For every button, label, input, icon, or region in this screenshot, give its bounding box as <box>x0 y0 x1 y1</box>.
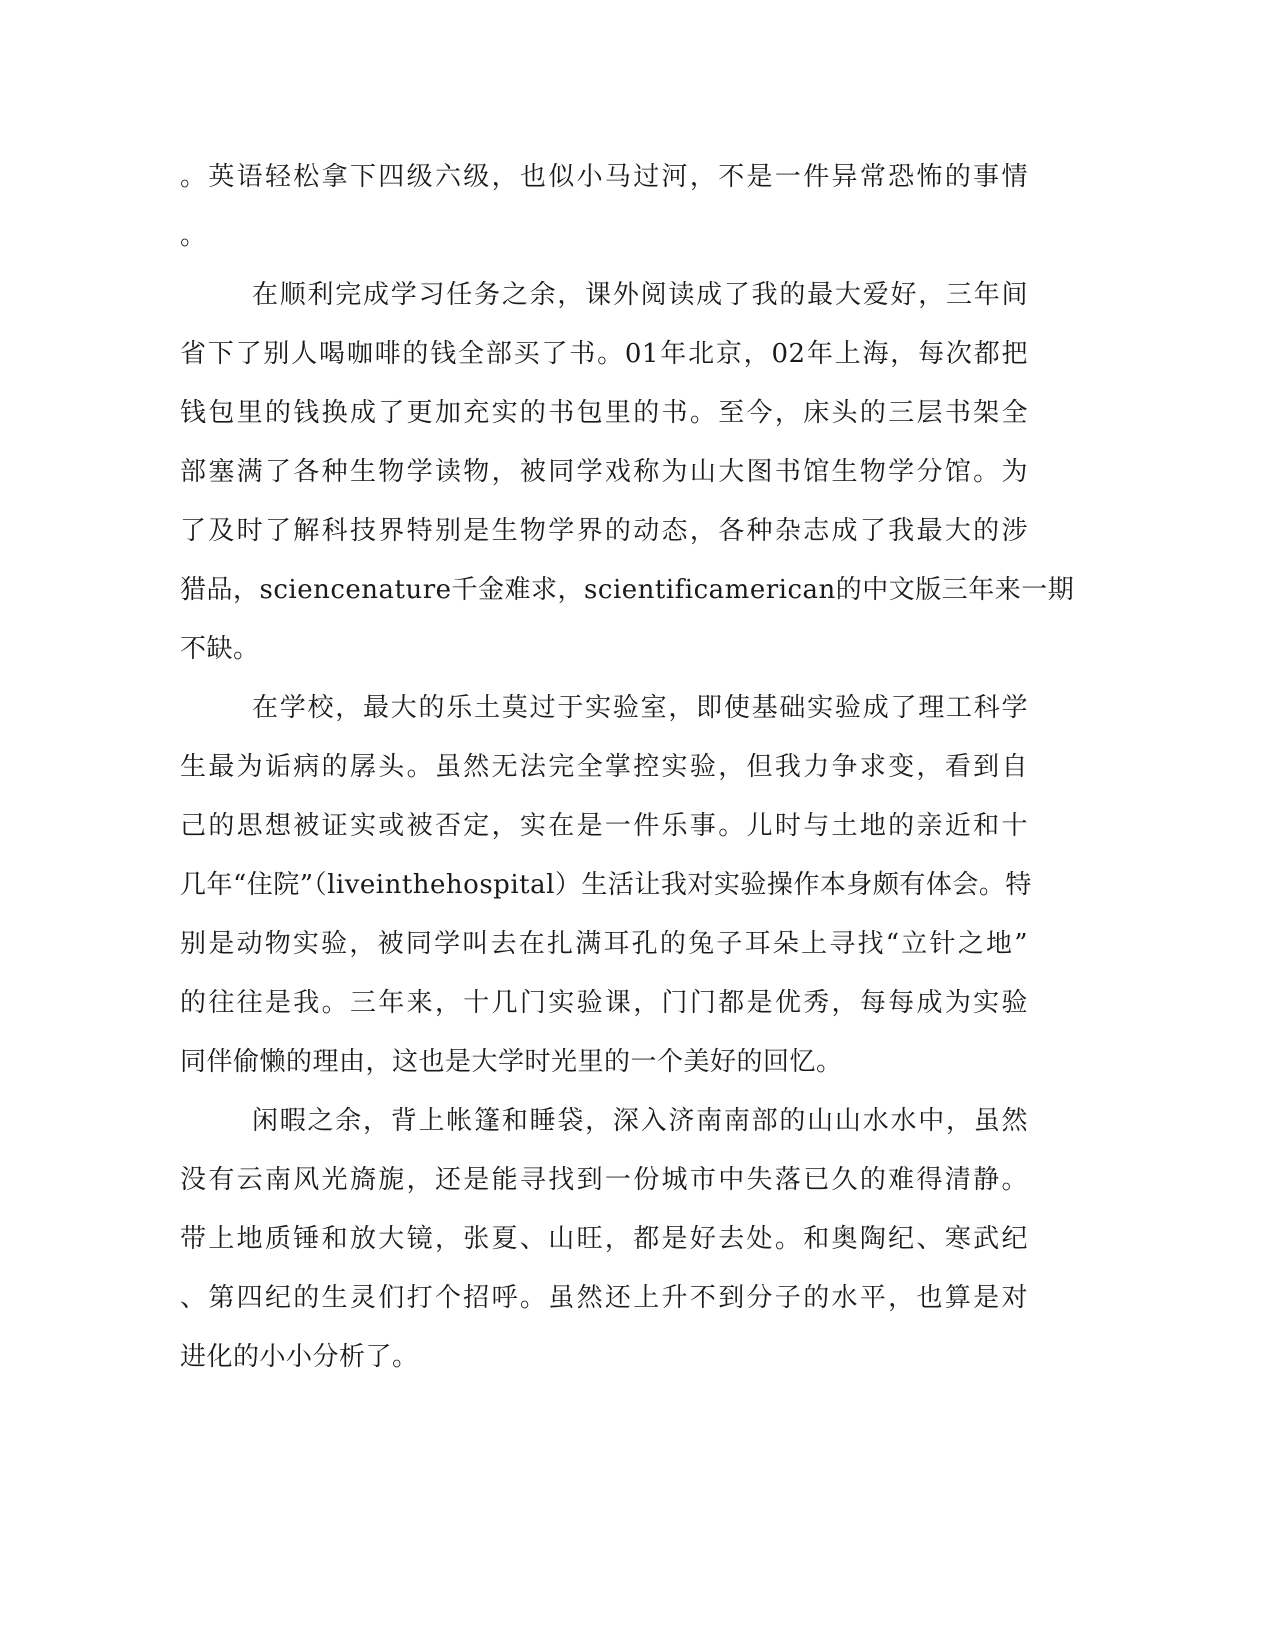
text-line: 、第四纪的生灵们打个招呼。虽然还上升不到分子的水平，也算是对 <box>180 1283 1028 1313</box>
text-line: 闲暇之余，背上帐篷和睡袋，深入济南南部的山山水水中，虽然 <box>252 1106 1028 1136</box>
paragraph <box>180 1092 1028 1387</box>
text-line: 几年“住院”（liveinthehospital）生活让我对实验操作本身颇有体会。特 <box>180 870 1032 900</box>
text-line: 生最为诟病的孱头。虽然无法完全掌控实验，但我力争求变，看到自 <box>180 752 1028 782</box>
text-line: 省下了别人喝咖啡的钱全部买了书。01年北京，02年上海，每次都把 <box>180 339 1028 369</box>
text-line: 。 <box>180 221 207 251</box>
text-line: 钱包里的钱换成了更加充实的书包里的书。至今，床头的三层书架全 <box>180 398 1028 428</box>
text-line: 猎品，sciencenature千金难求，scientificamerican的中文版三年来一期 <box>180 575 1075 605</box>
text-line: 部塞满了各种生物学读物，被同学戏称为山大图书馆生物学分馆。为 <box>180 457 1028 487</box>
text-line: 。英语轻松拿下四级六级，也似小马过河，不是一件异常恐怖的事情 <box>180 162 1028 192</box>
text-line: 不缺。 <box>180 634 260 664</box>
text-line: 的往往是我。三年来，十几门实验课，门门都是优秀，每每成为实验 <box>180 988 1028 1018</box>
text-line: 在顺利完成学习任务之余，课外阅读成了我的最大爱好，三年间 <box>252 280 1028 310</box>
text-line: 了及时了解科技界特别是生物学界的动态，各种杂志成了我最大的涉 <box>180 516 1028 546</box>
text-line: 带上地质锤和放大镜，张夏、山旺，都是好去处。和奥陶纪、寒武纪 <box>180 1224 1028 1254</box>
document-page <box>180 148 1075 1387</box>
paragraph <box>180 679 1032 1092</box>
text-line: 在学校，最大的乐土莫过于实验室，即使基础实验成了理工科学 <box>252 693 1028 723</box>
text-line: 没有云南风光旖旎，还是能寻找到一份城市中失落已久的难得清静。 <box>180 1165 1028 1195</box>
text-line: 别是动物实验，被同学叫去在扎满耳孔的兔子耳朵上寻找“立针之地” <box>180 929 1028 959</box>
text-line: 同伴偷懒的理由，这也是大学时光里的一个美好的回忆。 <box>180 1047 843 1077</box>
text-line: 进化的小小分析了。 <box>180 1342 419 1372</box>
text-line: 己的思想被证实或被否定，实在是一件乐事。儿时与土地的亲近和十 <box>180 811 1028 841</box>
paragraph <box>180 148 1028 266</box>
paragraph <box>180 266 1075 679</box>
